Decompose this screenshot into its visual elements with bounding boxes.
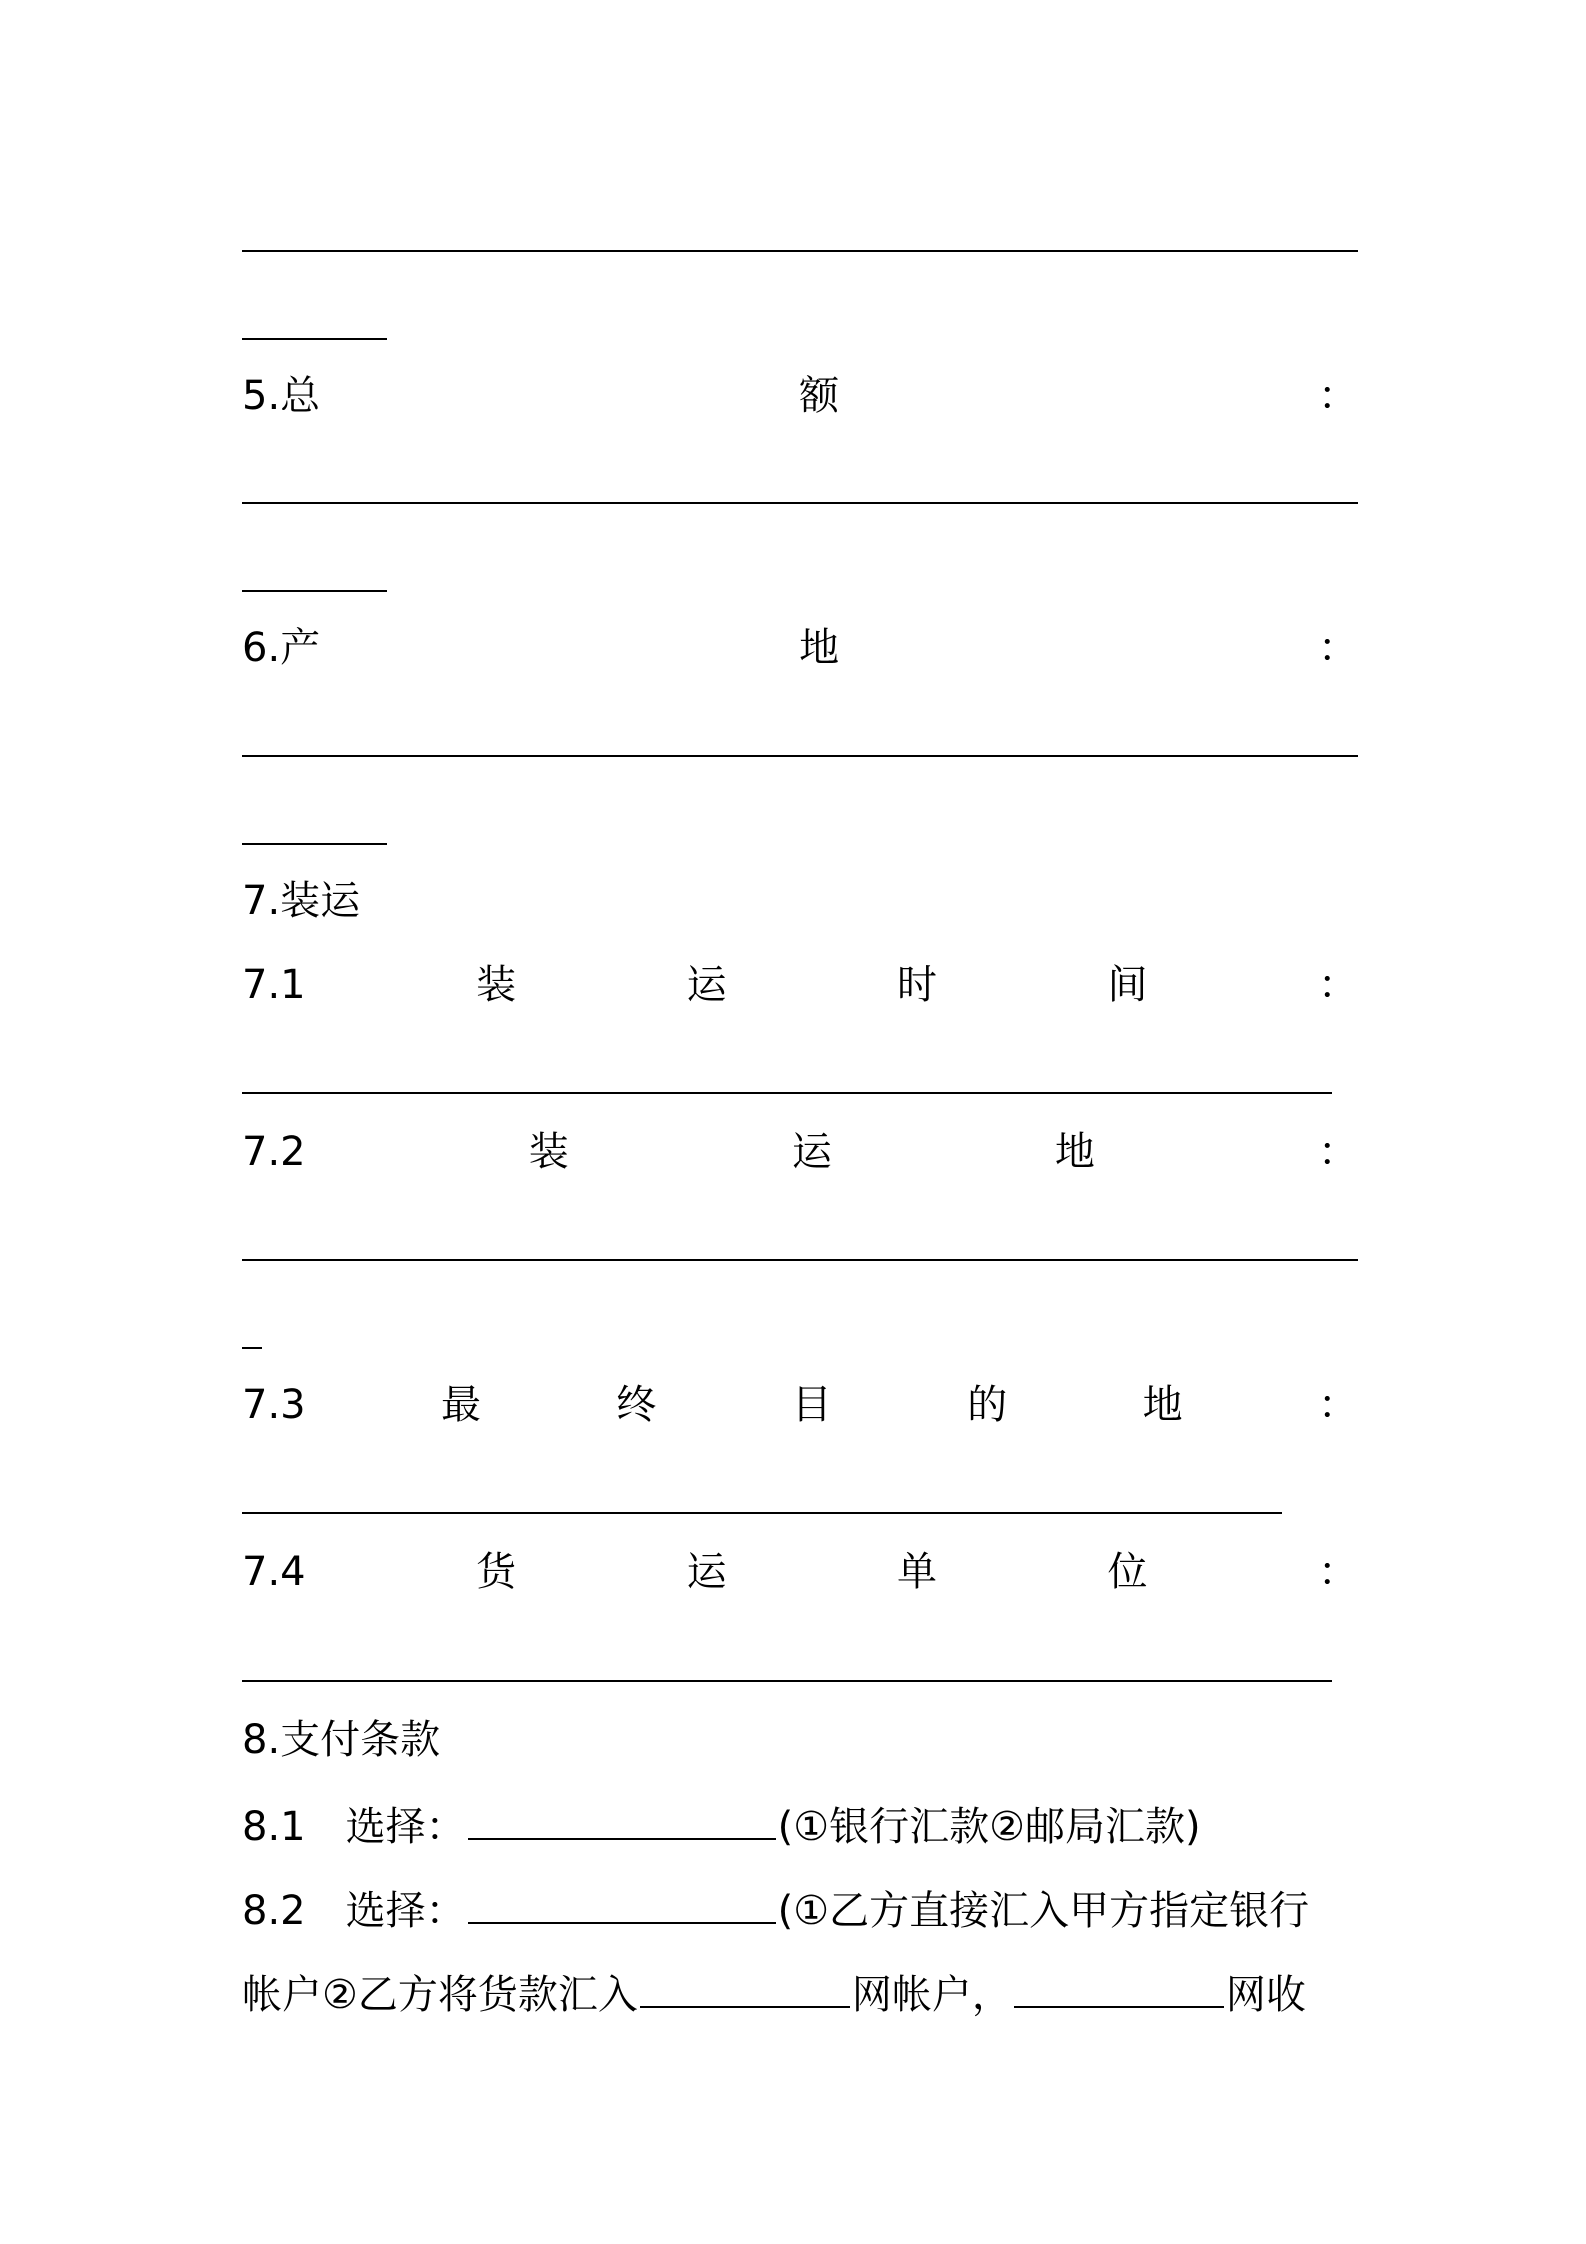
fill-in-line[interactable]: [242, 1512, 1282, 1514]
clause-7-4-label: 7.4: [242, 1549, 306, 1595]
clause-8-2-text-2: 网帐户，: [851, 1972, 1012, 2018]
clause-7-1-char: 运: [686, 962, 727, 1008]
clause-7-3-final-destination: [242, 1377, 1358, 1433]
fill-in-line[interactable]: [242, 1259, 1358, 1261]
fill-in-line[interactable]: [242, 250, 1358, 252]
fill-in-blank[interactable]: [640, 1964, 850, 2008]
clause-7-3-char: 最: [441, 1382, 482, 1428]
clause-7-2-char: 装: [528, 1129, 569, 1175]
clause-6-label: 6.产: [242, 625, 321, 671]
clause-7-1-shipping-time: [242, 957, 1358, 1013]
clause-7-1-char: 装: [476, 962, 517, 1008]
fill-in-line[interactable]: [242, 1092, 1332, 1094]
fill-in-line[interactable]: [242, 1347, 262, 1349]
clause-8-2-prefix: 8.2 选择：: [242, 1888, 466, 1934]
clause-7-1-colon: ：: [1317, 962, 1358, 1008]
clause-7-3-char: 目: [791, 1382, 832, 1428]
clause-7-4-char: 单: [897, 1549, 938, 1595]
fill-in-line[interactable]: [242, 502, 1358, 504]
clause-8-2-text-1: 帐户②乙方将货款汇入: [242, 1972, 638, 2018]
fill-in-line[interactable]: [242, 755, 1358, 757]
clause-8-2: [242, 1880, 1358, 1936]
clause-6-word: 地: [799, 625, 840, 671]
clause-7-2-colon: ：: [1318, 1129, 1358, 1175]
clause-7-2-char: 运: [791, 1129, 832, 1175]
clause-8-1: [242, 1796, 1358, 1852]
clause-8-2-continued: [242, 1964, 1358, 2020]
clause-7-3-char: 地: [1142, 1382, 1183, 1428]
clause-6-colon: ：: [1317, 625, 1358, 671]
clause-7-3-label: 7.3: [242, 1382, 306, 1428]
clause-8-2-text-3: 网收: [1225, 1972, 1306, 2018]
clause-8-1-suffix: (①银行汇款②邮局汇款): [777, 1804, 1201, 1850]
clause-7-2-shipping-place: [242, 1124, 1358, 1180]
clause-8-heading: 8.支付条款: [242, 1717, 441, 1763]
clause-8-2-suffix: (①乙方直接汇入甲方指定银行: [777, 1888, 1310, 1934]
clause-5-colon: ：: [1317, 373, 1358, 419]
clause-7-3-char: 的: [967, 1382, 1008, 1428]
clause-7-2-char: 地: [1054, 1129, 1095, 1175]
clause-7-3-colon: ：: [1317, 1382, 1358, 1428]
clause-5-total: [242, 368, 1358, 424]
fill-in-blank[interactable]: [468, 1796, 776, 1840]
fill-in-blank[interactable]: [468, 1880, 776, 1924]
clause-7-2-label: 7.2: [242, 1129, 306, 1175]
fill-in-line[interactable]: [242, 1680, 1332, 1682]
clause-7-4-char: 位: [1107, 1549, 1148, 1595]
clause-5-label: 5.总: [242, 373, 321, 419]
clause-7-4-carrier: [242, 1544, 1358, 1600]
clause-7-4-colon: ：: [1317, 1549, 1358, 1595]
clause-7-1-label: 7.1: [242, 962, 306, 1008]
clause-7-4-char: 货: [476, 1549, 517, 1595]
clause-7-heading: 7.装运: [242, 878, 361, 924]
clause-7-3-char: 终: [616, 1382, 657, 1428]
fill-in-blank[interactable]: [1014, 1964, 1224, 2008]
clause-7-1-char: 时: [897, 962, 938, 1008]
clause-7-4-char: 运: [686, 1549, 727, 1595]
clause-5-word: 额: [799, 373, 840, 419]
fill-in-line[interactable]: [242, 590, 387, 592]
fill-in-line[interactable]: [242, 843, 387, 845]
clause-7-1-char: 间: [1107, 962, 1148, 1008]
fill-in-line[interactable]: [242, 338, 387, 340]
clause-8-1-prefix: 8.1 选择：: [242, 1804, 466, 1850]
clause-6-origin: [242, 620, 1358, 676]
